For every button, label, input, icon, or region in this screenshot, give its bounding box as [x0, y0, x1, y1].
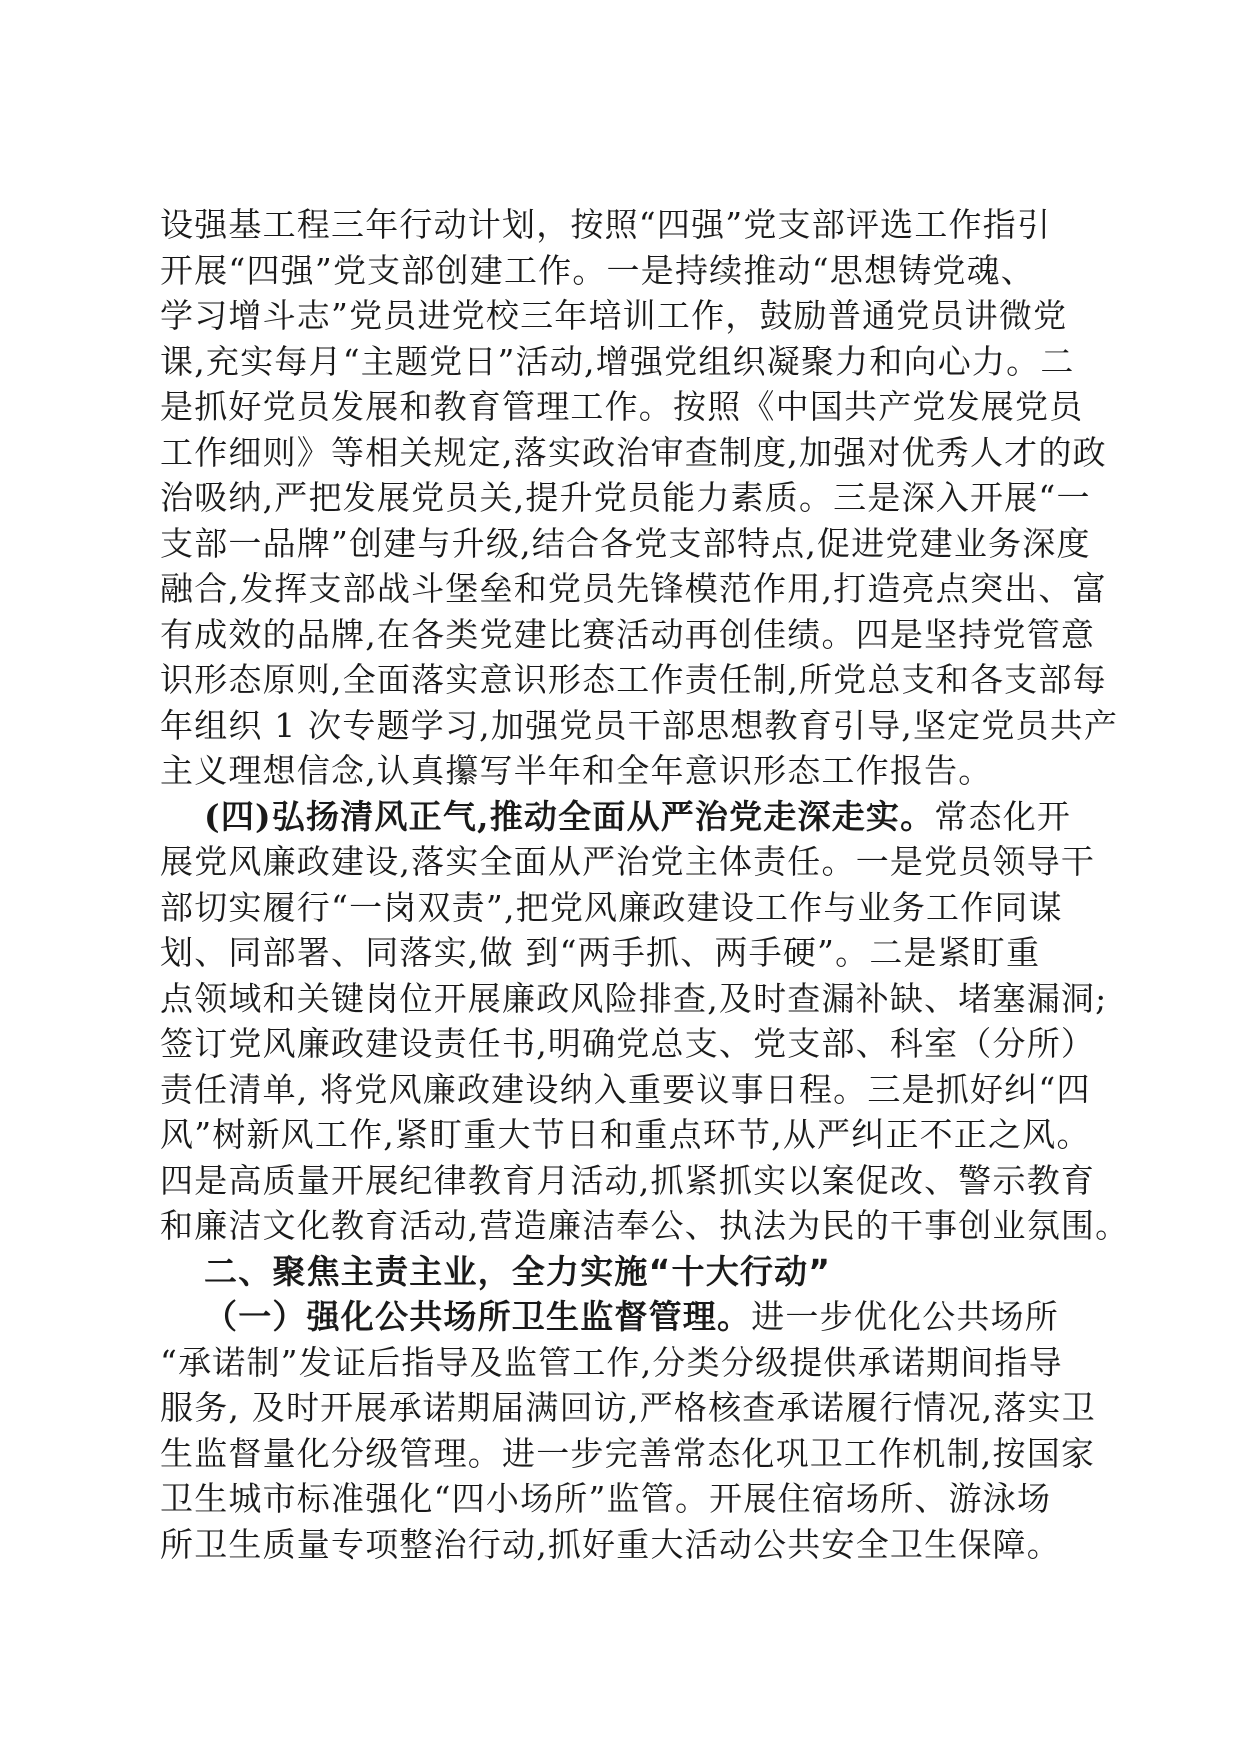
body-line: 支部一品牌”创建与升级,结合各党支部特点,促进党建业务深度 — [160, 523, 1091, 563]
body-line: 有成效的品牌,在各类党建比赛活动再创佳绩。四是坚持党管意 — [160, 614, 1096, 654]
body-line: 融合,发挥支部战斗堡垒和党员先锋模范作用,打造亮点突出、富 — [160, 569, 1107, 608]
body-line: 所卫生质量专项整治行动,抓好重大活动公共安全卫生保障。 — [160, 1524, 1061, 1564]
part-two-subsection-first-line — [160, 1294, 1080, 1340]
body-line: 划、同部署、同落实,做 到“两手抓、两手硬”。二是紧盯重 — [160, 933, 1041, 972]
body-line: 工作细则》等相关规定,落实政治审查制度,加强对优秀人才的政 — [160, 432, 1107, 472]
document-body — [160, 202, 1130, 1567]
part-two-subsection-heading-tail: 进一步优化公共场所 — [751, 1297, 1060, 1336]
body-line: 签订党风廉政建设责任书,明确党总支、党支部、科室（分所） — [160, 1024, 1096, 1063]
body-line: 主义理想信念,认真攥写半年和全年意识形态工作报告。 — [160, 751, 993, 790]
body-line: 卫生城市标准强化“四小场所”监管。开展住宿场所、游泳场 — [160, 1479, 1052, 1518]
body-line: 课,充实每月“主题党日”活动,增强党组织凝聚力和向心力。二 — [160, 341, 1075, 381]
body-line: 四是高质量开展纪律教育月活动,抓紧抓实以案促改、警示教育 — [160, 1160, 1096, 1200]
section-four-heading-tail: 常态化开 — [934, 796, 1072, 836]
body-line: 风”树新风工作,紧盯重大节日和重点环节,从严纠正不正之风。 — [160, 1115, 1091, 1154]
body-line: 生监督量化分级管理。进一步完善常态化巩卫工作机制,按国家 — [160, 1433, 1096, 1473]
body-line: 责任清单, 将党风廉政建设纳入重要议事日程。三是抓好纠“四 — [160, 1069, 1091, 1109]
part-two-heading: 二、聚焦主责主业，全力实施“十大行动” — [204, 1251, 832, 1291]
section-four-first-line — [160, 794, 1080, 840]
body-line: 点领域和关键岗位开展廉政风险排查,及时查漏补缺、堵塞漏洞; — [160, 978, 1108, 1018]
body-line: 是抓好党员发展和教育管理工作。按照《中国共产党发展党员 — [160, 387, 1084, 426]
body-line: 展党风廉政建设,落实全面从严治党主体责任。一是党员领导干 — [160, 842, 1096, 881]
body-line: 设强基工程三年行动计划，按照“四强”党支部评选工作指引 — [160, 205, 1052, 244]
body-line: “承诺制”发证后指导及监管工作,分类分级提供承诺期间指导 — [160, 1342, 1063, 1382]
body-line: 和廉洁文化教育活动,营造廉洁奉公、执法为民的干事创业氛围。 — [160, 1206, 1130, 1245]
body-line: 年组织 1 次专题学习,加强党员干部思想教育引导,坚定党员共产 — [160, 705, 1119, 745]
body-line: 治吸纳,严把发展党员关,提升党员能力素质。三是深入开展“一 — [160, 478, 1091, 517]
section-four-heading: (四)弘扬清风正气,推动全面从严治党走深走实。 — [204, 796, 935, 836]
body-line: 服务, 及时开展承诺期届满回访,严格核查承诺履行情况,落实卫 — [160, 1388, 1096, 1427]
body-line: 部切实履行“一岗双责”,把党风廉政建设工作与业务工作同谋 — [160, 887, 1063, 927]
body-line: 开展“四强”党支部创建工作。一是持续推动“思想铸党魂、 — [160, 250, 1036, 290]
body-line: 学习增斗志”党员进党校三年培训工作，鼓励普通党员讲微党 — [160, 296, 1068, 335]
body-line: 识形态原则,全面落实意识形态工作责任制,所党总支和各支部每 — [160, 660, 1107, 699]
part-two-subsection-heading: （一）强化公共场所卫生监督管理。 — [204, 1297, 752, 1336]
